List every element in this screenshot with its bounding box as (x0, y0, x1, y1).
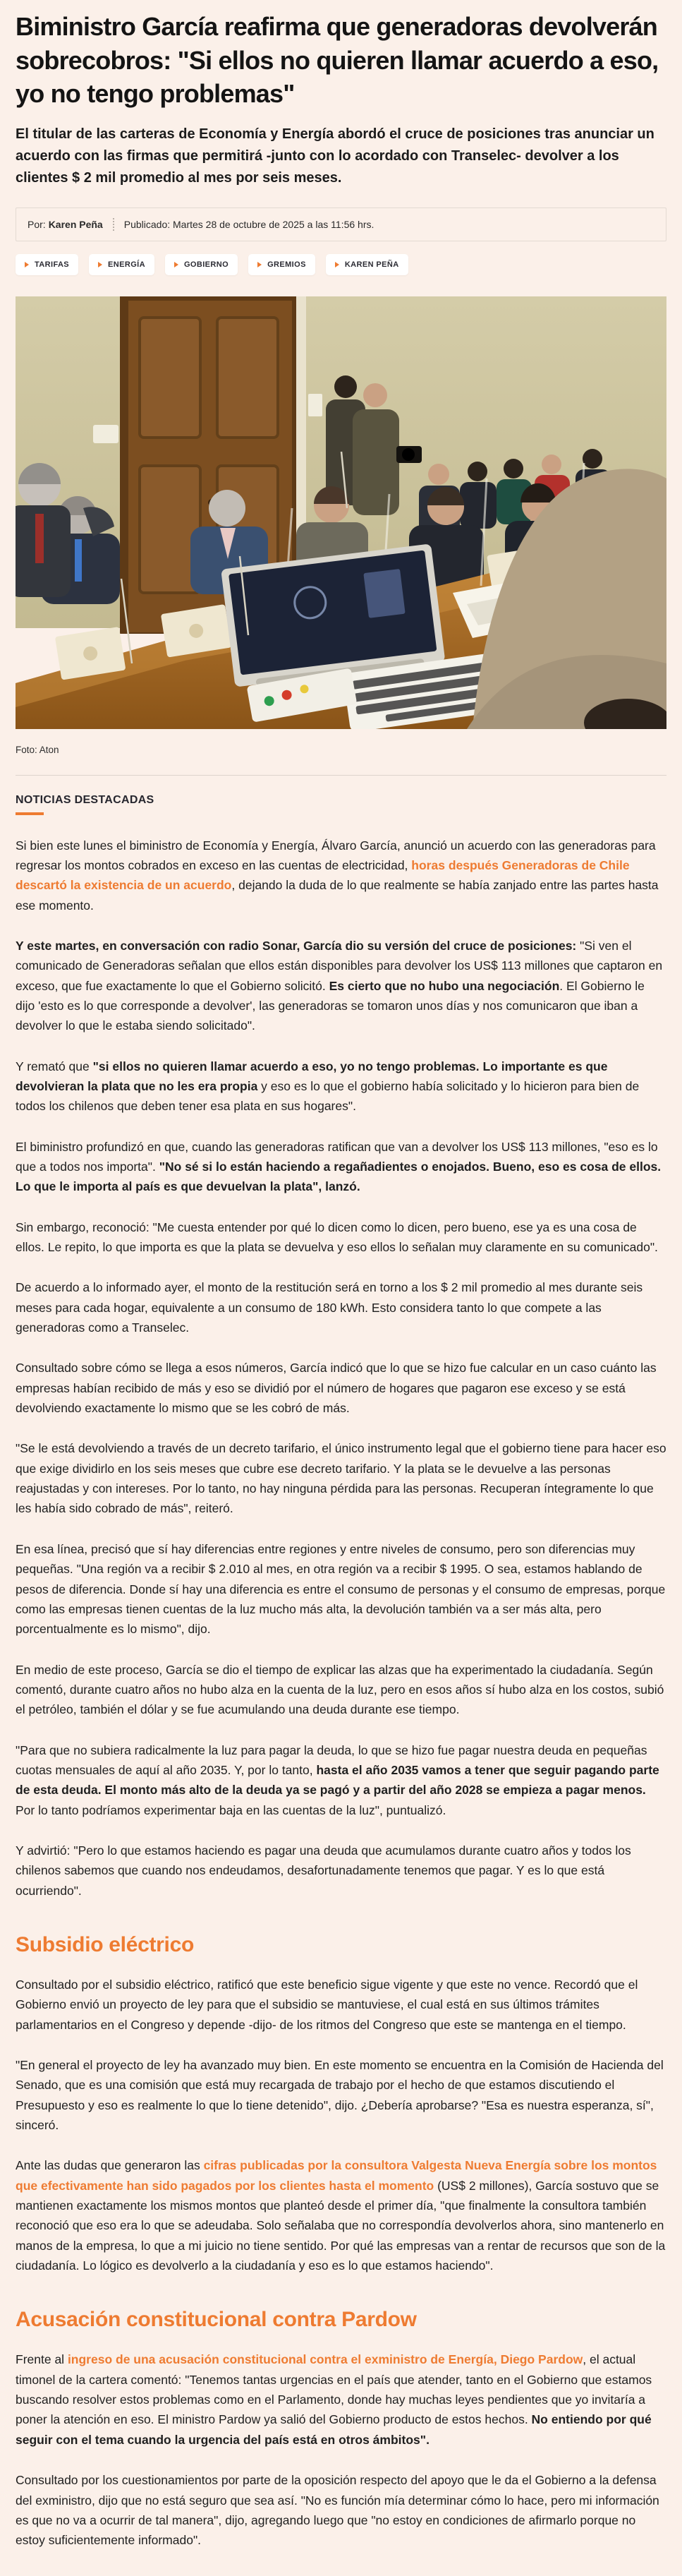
text-segment: (US$ 2 millones), García sostuvo que se mantienen exactamente los mismos montos que planteó desde el primer día, "que finalmente la consultora también reconoció que eso era lo que se adeudaba. Solo señalaba que no correspondía devolverlos ahora, sino mantenerlo en manos de la empresa, lo que a mi juicio no tiene sentido. Por qué las empresas van a rentar de recursos que son de la ciudadanía. Lo lógico es devolverlo a la ciudadanía y eso es lo que estamos haciendo". (16, 2178, 666, 2273)
tag-pill-3[interactable] (248, 254, 315, 275)
article-paragraph (16, 1660, 666, 1720)
tag-label: GREMIOS (267, 260, 306, 269)
byline-separator (113, 218, 114, 231)
tag-pill-4[interactable] (326, 254, 408, 275)
section-label: NOTICIAS DESTACADAS (16, 793, 154, 806)
text-segment: y eso es lo que el gobierno había solicitado y lo hicieron para bien de todos los chilenos que deben tener esa plata en sus hogares". (16, 1078, 640, 1114)
text-segment: Es cierto que no hubo una negociación (329, 978, 560, 993)
tag-label: GOBIERNO (183, 260, 229, 269)
tag-label: KAREN PEÑA (344, 260, 399, 269)
article-paragraph (16, 2470, 666, 2550)
text-segment: "Si ven el comunicado de Generadoras señalan que ellos están disponibles para devolver los US$ 113 millones que captaron en exceso, que fue exactamente lo que el Gobierno solicitó. (16, 938, 663, 993)
tag-arrow-icon (174, 262, 178, 267)
text-segment: "Para que no subiera radicalmente la luz para pagar la deuda, lo que se hizo fue pagar nuestra deuda en pequeñas cuotas mensuales de aquí al año 2035. Y, por lo tanto, (16, 1743, 647, 1777)
article-paragraph (16, 1539, 666, 1639)
text-segment: , dejando la duda de lo que realmente se había zanjado entre las partes hasta ese momento. (16, 878, 659, 913)
byline-author-group (28, 219, 103, 230)
article-paragraph (16, 836, 666, 915)
text-segment: "No sé si lo están haciendo a regañadientes o enojados. Bueno, eso es cosa de ellos. Lo que le importa al país es que devuelvan la plata", lanzó. (16, 1160, 662, 1194)
text-segment: En esa línea, precisó que sí hay diferencias entre regiones y entre niveles de consumo, pero son diferencias muy pequeñas. "Una región va a recibir $ 2.010 al mes, en otra región va a recibir $ 1995. O sea, estamos hablando de pesos de diferencia. Donde sí hay una diferencia es entre el consumo de personas y el consumo de empresas, porque como las empresas tienen cuentas de la luz mucho más alta, la devolución también va a ser más alta, pero porcentualmente es lo mismo", dijo. (16, 1541, 666, 1637)
article-paragraph (16, 936, 666, 1036)
text-segment: En medio de este proceso, García se dio el tiempo de explicar las alzas que ha experimentado la ciudadanía. Según comentó, durante cuatro años no hubo alza en la cuenta de la luz, pero en esos años sí hubo alza en los costos, subió el petróleo, también el dólar y se fue acumulando una deuda durante ese tiempo. (16, 1662, 664, 1717)
inline-link[interactable]: ingreso de una acusación constitucional contra el exministro de Energía, Diego Pardow (67, 2352, 583, 2367)
article-paragraph (16, 2349, 666, 2450)
text-segment: Ante las dudas que generaron las (16, 2158, 204, 2173)
text-segment: Y este martes, en conversación con radio Sonar, García dio su versión del cruce de posiciones: (16, 938, 580, 953)
article-body (16, 836, 666, 2551)
text-segment: El biministro profundizó en que, cuando las generadoras ratifican que van a devolver los US$ 113 millones, "eso es lo que a todos nos importa". (16, 1139, 658, 1174)
tag-arrow-icon (257, 262, 262, 267)
article-title: Biministro García reafirma que generadoras devolverán sobrecobros: "Si ellos no quieren llamar acuerdo a eso, yo no tengo problemas" (16, 12, 659, 109)
section-heading: Subsidio eléctrico (16, 1932, 194, 1956)
tag-label: TARIFAS (35, 260, 70, 269)
wall-panel (308, 394, 322, 416)
article-paragraph (16, 1358, 666, 1418)
text-segment: Si bien este lunes el biministro de Economía y Energía, Álvaro García, anunció un acuerdo con las generadoras para regresar los montos cobrados en exceso en las cuentas de electricidad, (16, 838, 656, 872)
divider (16, 775, 666, 776)
tag-label: ENERGÍA (108, 260, 145, 269)
meeting-room-photo-illustration (16, 296, 666, 729)
article-paragraph (16, 2155, 666, 2275)
text-segment: Y advirtió: "Pero lo que estamos haciendo es pagar una deuda que acumulamos durante cuatro años y todos los chilenos sabemos que cuando nos endeudamos, desafortunadamente tenemos que pagar. Y es lo que está ocurriendo". (16, 1843, 631, 1898)
article-paragraph (16, 1277, 666, 1337)
text-segment: Frente al (16, 2352, 68, 2367)
tag-pill-1[interactable] (89, 254, 154, 275)
tag-arrow-icon (25, 262, 29, 267)
text-segment: Consultado por los cuestionamientos por parte de la oposición respecto del apoyo que le da el Gobierno a la defensa del exministro, dijo que no está seguro que sea así. "No es función mía determinar cómo lo hace, pero mi información es que no va a ocurrir de tal manera", dijo, agregando luego que "no estoy en condiciones de afirmarlo porque no estoy suficientemente informado". (16, 2473, 659, 2548)
text-segment: Y remató que (16, 1059, 93, 1073)
text-segment: Consultado por el subsidio eléctrico, ratificó que este beneficio sigue vigente y que este no vence. Recordó que el Gobierno envió un proyecto de ley para que el subsidio se mantuviese, el cual está en sus últimos trámites parlamentarios en el Congreso y depende -dijo- de los ritmos del Congreso que este se mantenga en el tiempo. (16, 1977, 638, 2032)
tag-arrow-icon (98, 262, 102, 267)
tag-arrow-icon (335, 262, 339, 267)
text-segment: Sin embargo, reconoció: "Me cuesta entender por qué lo dicen como lo dicen, pero bueno, ese ya es una cosa de ellos. Le repito, lo que importa es que la plata se devuelva y eso ellos lo señalan muy claramente en su comunicado". (16, 1220, 658, 1255)
text-segment: "Se le está devolviendo a través de un decreto tarifario, el único instrumento legal que el gobierno tiene para hacer eso que exige dividirlo en los seis meses que cubre ese decreto tarifario. Y la plata se le devuelve a las personas reajustadas y con intereses. Por lo tanto, no hay ninguna pérdida para las personas. Recuperan íntegramente lo que les había sido cobrado de más", reiteró. (16, 1441, 666, 1516)
article-paragraph (16, 1841, 666, 1901)
article-paragraph (16, 1057, 666, 1117)
text-segment: hasta el año 2035 vamos a tener que seguir pagando parte de esta deuda. El monto más alto de la deuda ya se pagó y a partir del año 2028 se empieza a pagar menos. (16, 1762, 659, 1798)
article-paragraph (16, 1217, 666, 1258)
text-segment: De acuerdo a lo informado ayer, el monto de la restitución será en torno a los $ 2 mil promedio al mes durante seis meses para cada hogar, equivalente a un consumo de 180 kWh. Esto considera tanto lo que compete a las generadoras como a Transelec. (16, 1280, 643, 1335)
article-photo (16, 296, 666, 729)
photo-caption: Foto: Aton (16, 744, 59, 755)
article-paragraph (16, 2055, 666, 2135)
tag-pill-2[interactable] (165, 254, 238, 275)
tags-row (16, 254, 666, 275)
byline-author-label: Por: (28, 218, 46, 230)
byline-published: Publicado: Martes 28 de octubre de 2025 a las 11:56 hrs. (123, 218, 375, 230)
text-segment: Por lo tanto podríamos experimentar baja en las cuentas de la luz", puntualizó. (16, 1802, 446, 1817)
byline-author[interactable]: Karen Peña (48, 218, 103, 230)
article-paragraph (16, 1740, 666, 1820)
text-segment: . El Gobierno le dijo 'esto es lo que corresponde a devolver', las generadoras se tomaron unos días y nos comunicaron que iban a devolver lo que le estaba siendo solicitado". (16, 978, 645, 1033)
article-subtitle: El titular de las carteras de Economía y Energía abordó el cruce de posiciones tras anunciar un acuerdo con las firmas que permitirá -junto con lo acordado con Transelec- devolver a los clientes $ 2 mil promedio al mes por seis meses. (16, 126, 654, 186)
text-segment: Consultado sobre cómo se llega a esos números, García indicó que lo que se hizo fue calcular en un caso cuánto las empresas habían recibido de más y eso se dividió por el número de hogares que pagaron ese exceso y se está devolviendo exactamente lo mismo que se les cobró de más. (16, 1361, 657, 1416)
article-paragraph (16, 1137, 666, 1197)
text-segment: "En general el proyecto de ley ha avanzado muy bien. En este momento se encuentra en la Comisión de Hacienda del Senado, que es una comisión que está muy recargada de trabajo por el hecho de que estamos discutiendo el Presupuesto y eso es realmente lo que lo tiene detenido", dijo. ¿Debería aprobarse? "Esa es nuestra esperanza, sí", sinceró. (16, 2058, 664, 2133)
inline-link[interactable]: cifras publicadas por la consultora Valgesta Nueva Energía sobre los montos que efectivamente han sido pagados por los clientes hasta el momento (16, 2158, 657, 2193)
text-segment: "si ellos no quieren llamar acuerdo a eso, yo no tengo problemas. Lo importante es que devolvieran la plata que no les era propia (16, 1059, 608, 1093)
section-heading: Acusación constitucional contra Pardow (16, 2308, 417, 2332)
article-paragraph (16, 1975, 666, 2035)
byline-box (16, 207, 666, 241)
thermostat (93, 425, 118, 443)
text-segment: , el actual timonel de la cartera comentó: "Tenemos tantas urgencias en el país que atender, tanto en el Gobierno que estamos buscando resolver estos problemas como en el Parlamento, donde hay muchas leyes pendientes que yo invitaría a poner la atención en eso. El ministro Pardow ya salió del Gobierno producto de estos hechos. (16, 2352, 652, 2427)
tag-pill-0[interactable] (16, 254, 78, 275)
article-paragraph (16, 1438, 666, 1518)
section-label-accent-bar (16, 812, 44, 815)
text-segment: No entiendo por qué seguir con el tema cuando la urgencia del país está en otros ámbitos". (16, 2412, 652, 2447)
inline-link[interactable]: horas después Generadoras de Chile descartó la existencia de un acuerdo (16, 857, 630, 893)
